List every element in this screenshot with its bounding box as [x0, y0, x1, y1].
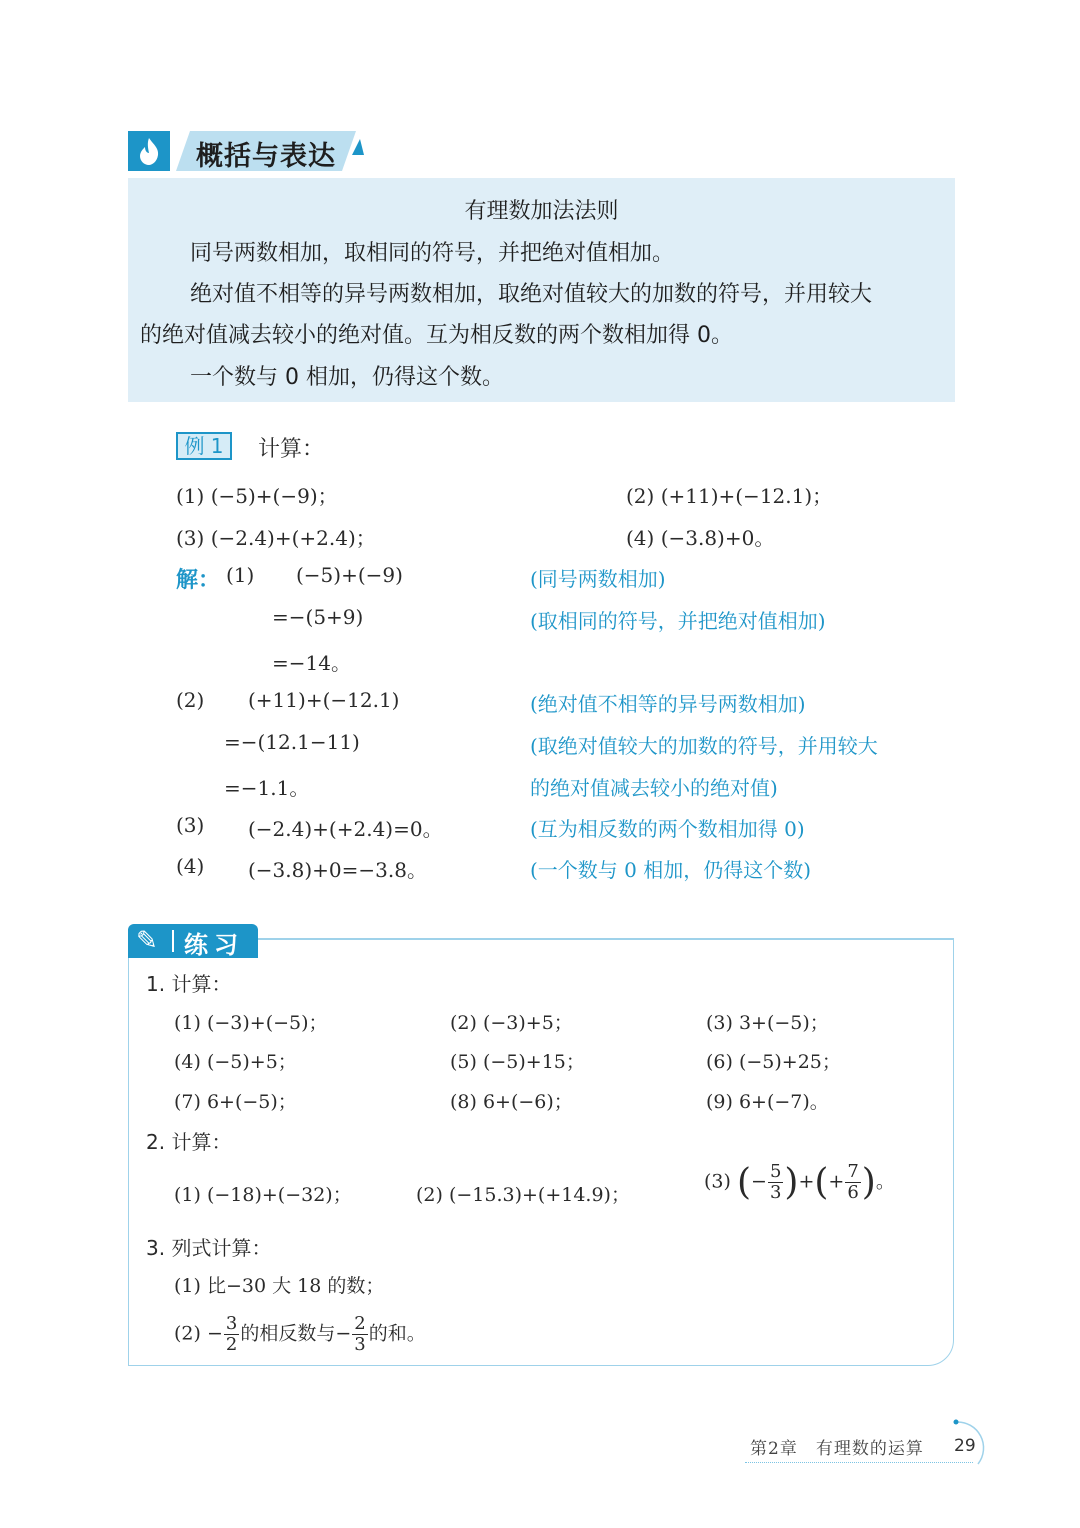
solution-1-step-1: (−5)+(−9)	[296, 563, 403, 587]
page-number: 29	[954, 1436, 976, 1456]
solution-2-note-3: 的绝对值减去较小的绝对值)	[530, 776, 778, 800]
rule-paragraph-2a: 绝对值不相等的异号两数相加，取绝对值较大的加数的符号，并用较大	[190, 282, 873, 307]
example-problem-4: (4) (−3.8)+0。	[626, 526, 775, 550]
example-problem-3: (3) (−2.4)+(+2.4)；	[176, 526, 376, 550]
practice-q3-title: 3. 列式计算：	[146, 1236, 272, 1260]
flame-icon	[128, 131, 170, 171]
solution-4-note: (一个数与 0 相加，仍得这个数)	[530, 858, 812, 882]
solution-1-note-1: (同号两数相加)	[530, 567, 666, 591]
section-header	[128, 131, 368, 171]
practice-q1-item: (8) 6+(−6)；	[450, 1091, 573, 1113]
rule-title: 有理数加法法则	[464, 199, 619, 224]
practice-q1-title: 1. 计算：	[146, 972, 232, 996]
fraction: $\frac{3}{2}$	[225, 1313, 238, 1355]
example-prompt: 计算：	[258, 437, 325, 462]
practice-q2-item-1: (1) (−18)+(−32)；	[174, 1184, 352, 1206]
practice-q1-item: (6) (−5)+25；	[706, 1051, 841, 1073]
solution-3-number: (3)	[176, 813, 205, 837]
practice-q1-item: (3) 3+(−5)；	[706, 1012, 829, 1034]
practice-title: 练习	[184, 931, 244, 959]
solution-2-step-1: (+11)+(−12.1)	[248, 688, 400, 712]
practice-tab	[128, 924, 258, 958]
rule-paragraph-2b: 的绝对值减去较小的绝对值。互为相反数的两个数相加得 0。	[140, 323, 733, 348]
solution-3-note: (互为相反数的两个数相加得 0)	[530, 817, 805, 841]
example-problem-2: (2) (+11)+(−12.1)；	[626, 484, 833, 508]
practice-q3-item-2: (2) − $\frac{3}{2}$ 的相反数与− $\frac{2}{3}$ 的和。	[174, 1313, 426, 1355]
practice-q1-item: (5) (−5)+15；	[450, 1051, 585, 1073]
page-arc-decoration	[948, 1418, 992, 1470]
practice-q1-item: (1) (−3)+(−5)；	[174, 1012, 328, 1034]
solution-1-note-2: (取相同的符号，并把绝对值相加)	[530, 609, 826, 633]
practice-q2-item-2: (2) (−15.3)+(+14.9)；	[416, 1184, 630, 1206]
solution-4-number: (4)	[176, 854, 205, 878]
rule-paragraph-3: 一个数与 0 相加，仍得这个数。	[190, 365, 504, 390]
solution-label: 解：	[176, 568, 221, 593]
solution-2-step-2: =−(12.1−11)	[224, 730, 360, 754]
practice-q3-item-1: (1) 比−30 大 18 的数；	[174, 1275, 385, 1297]
solution-2-step-3: =−1.1。	[224, 776, 310, 800]
practice-q1-item: (4) (−5)+5；	[174, 1051, 297, 1073]
practice-q1-item: (9) 6+(−7)。	[706, 1091, 829, 1113]
pencil-ruler-icon: ✎	[136, 926, 158, 956]
practice-q2-item-3: (3) (− $\frac{5}{3}$ )+(+ $\frac{7}{6}$ )。	[704, 1161, 895, 1203]
practice-q1-item: (7) 6+(−5)；	[174, 1091, 297, 1113]
solution-2-note-2: (取绝对值较大的加数的符号，并用较大	[530, 734, 878, 758]
footer-chapter: 第2章 有理数的运算	[750, 1439, 924, 1459]
example-problem-1: (1) (−5)+(−9)；	[176, 484, 338, 508]
solution-2-number: (2)	[176, 688, 205, 712]
example-tag: 例 1	[176, 432, 232, 460]
solution-1-number: (1)	[226, 563, 255, 587]
footer-dotted-rule	[745, 1462, 973, 1463]
section-title: 概括与表达	[196, 141, 336, 172]
rule-paragraph-1: 同号两数相加，取相同的符号，并把绝对值相加。	[190, 241, 675, 266]
rule-box	[128, 178, 955, 402]
fraction: $\frac{5}{3}$	[769, 1161, 782, 1203]
solution-3-step-1: (−2.4)+(+2.4)=0。	[248, 817, 443, 841]
header-triangle-decoration	[352, 139, 364, 155]
fraction: $\frac{2}{3}$	[354, 1313, 366, 1355]
practice-q2-title: 2. 计算：	[146, 1130, 232, 1154]
fraction: $\frac{7}{6}$	[847, 1161, 859, 1203]
practice-frame	[128, 938, 954, 1366]
solution-2-note-1: (绝对值不相等的异号两数相加)	[530, 692, 806, 716]
solution-1-step-2: =−(5+9)	[272, 605, 364, 629]
solution-1-step-3: =−14。	[272, 651, 351, 675]
practice-q1-item: (2) (−3)+5；	[450, 1012, 573, 1034]
solution-4-step-1: (−3.8)+0=−3.8。	[248, 858, 427, 882]
